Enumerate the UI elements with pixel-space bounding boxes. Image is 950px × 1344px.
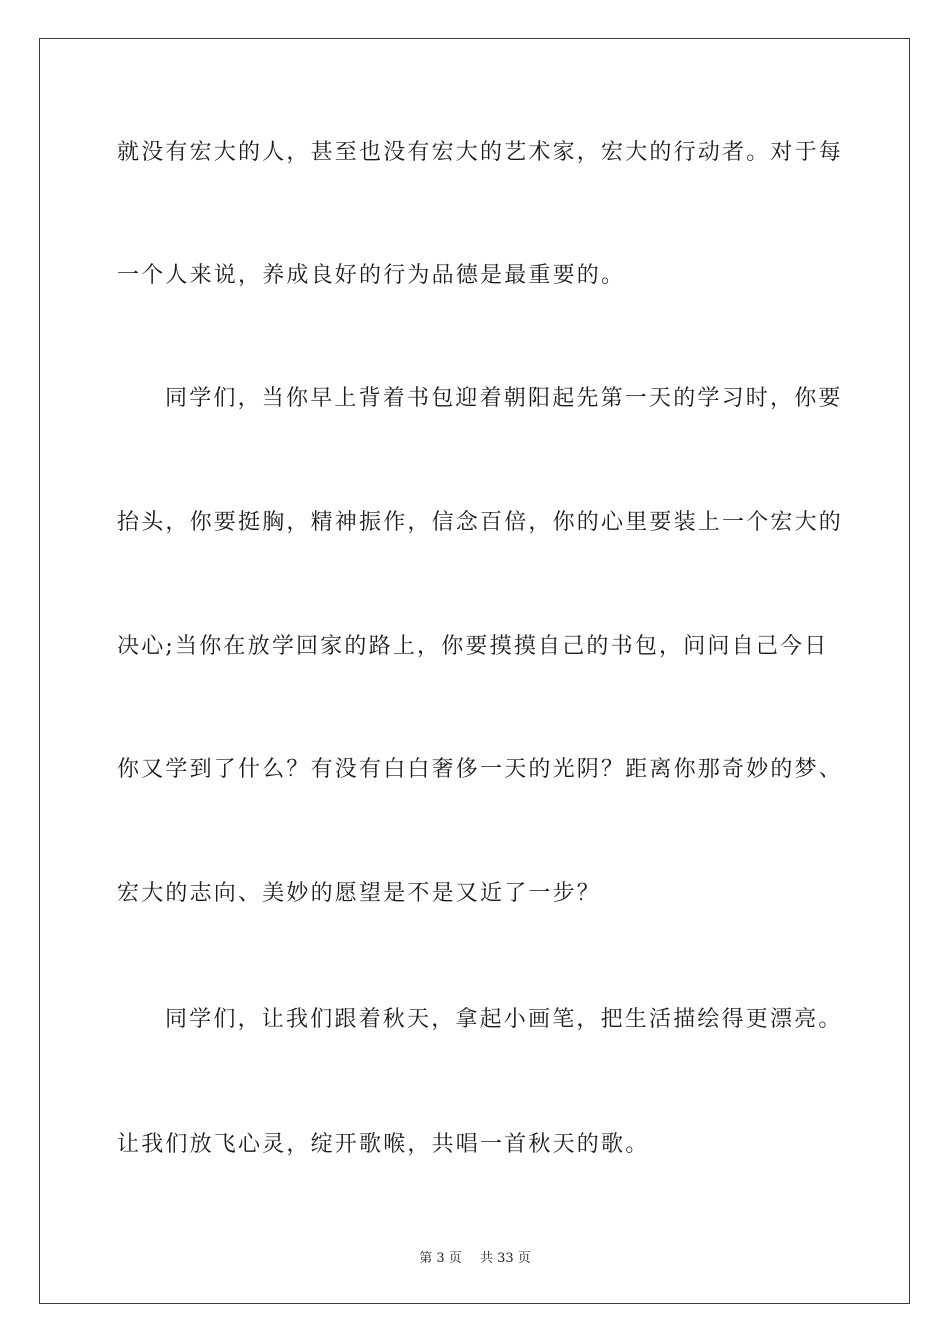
paragraph-line-7: 宏大的志向、美妙的愿望是不是又近了一步？	[117, 881, 602, 906]
page-number-current: 第 3 页	[419, 1251, 462, 1266]
paragraph-line-3: 同学们，当你早上背着书包迎着朝阳起先第一天的学习时，你要	[165, 386, 843, 411]
page-number-total: 共 33 页	[479, 1251, 531, 1266]
page-border	[39, 38, 910, 1304]
paragraph-line-9: 让我们放飞心灵，绽开歌喉，共唱一首秋天的歌。	[117, 1132, 650, 1157]
paragraph-line-6: 你又学到了什么？有没有白白奢侈一天的光阴？距离你那奇妙的梦、	[117, 757, 844, 782]
page-footer	[0, 1247, 950, 1266]
paragraph-line-4: 抬头，你要挺胸，精神振作，信念百倍，你的心里要装上一个宏大的	[117, 510, 844, 535]
paragraph-line-1: 就没有宏大的人，甚至也没有宏大的艺术家，宏大的行动者。对于每	[117, 140, 844, 165]
paragraph-line-5: 决心;当你在放学回家的路上，你要摸摸自己的书包，问问自己今日	[117, 634, 829, 659]
paragraph-line-2: 一个人来说，养成良好的行为品德是最重要的。	[117, 263, 626, 288]
paragraph-line-8: 同学们，让我们跟着秋天，拿起小画笔，把生活描绘得更漂亮。	[165, 1007, 843, 1032]
